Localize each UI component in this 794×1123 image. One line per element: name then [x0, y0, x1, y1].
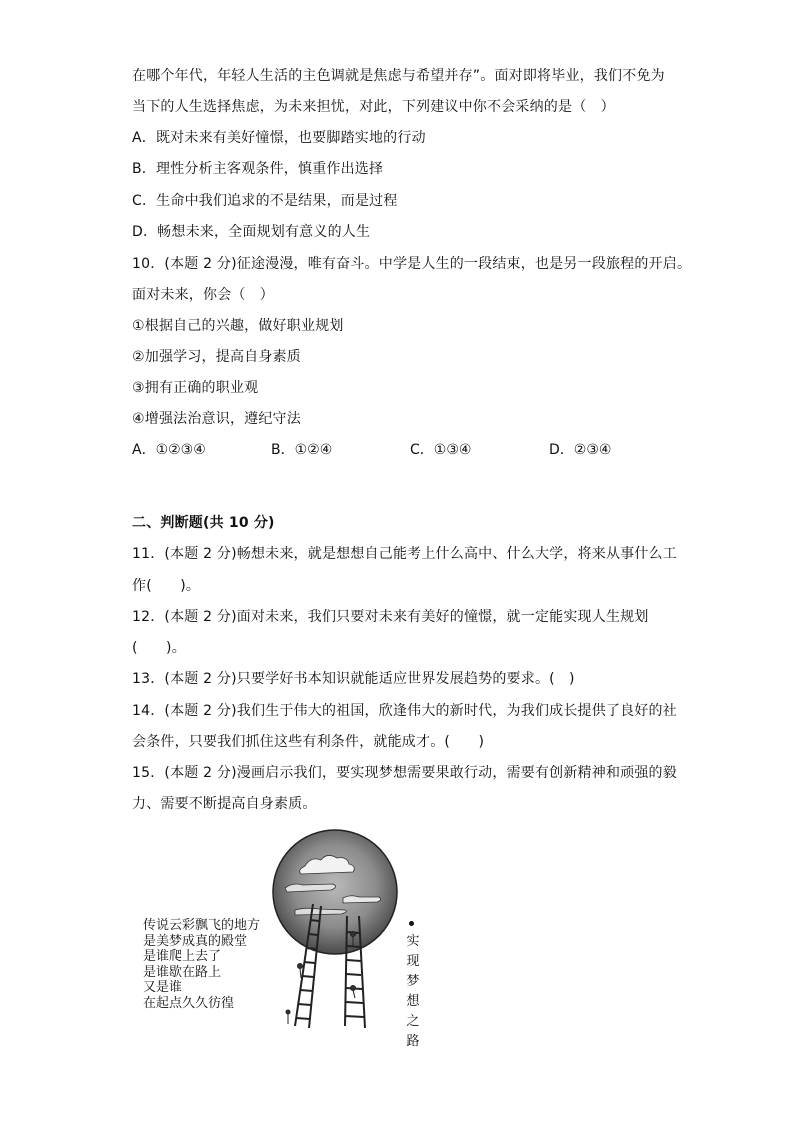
q9-stem-line-2: 当下的人生选择焦虑，为未来担忧，对此，下列建议中你不会采纳的是（ ） [132, 99, 615, 115]
title-char: 实 [406, 934, 420, 949]
q10-stem-line-2: 面对未来，你会（ ） [132, 287, 274, 303]
poem-line: 传说云彩飘飞的地方 [143, 918, 261, 933]
q9-option-b: B．理性分析主客观条件，慎重作出选择 [132, 161, 384, 177]
cartoon-illustration [265, 826, 405, 1032]
poem-line: 又是谁 [143, 980, 183, 995]
q13-line: 13．(本题 2 分)只要学好书本知识就能适应世界发展趋势的要求。( ) [132, 671, 575, 687]
q10-item-2: ②加强学习，提高自身素质 [132, 349, 301, 365]
q10-option-c: C．①③④ [410, 442, 472, 458]
cartoon-poem [143, 918, 260, 1011]
q11-line-1: 11．(本题 2 分)畅想未来，就是想想自己能考上什么高中、什么大学，将来从事什么工 [132, 546, 677, 562]
q10-item-3: ③拥有正确的职业观 [132, 380, 259, 396]
q9-option-c: C．生命中我们追求的不是结果，而是过程 [132, 193, 398, 209]
poem-line: 是谁歇在路上 [143, 964, 222, 980]
title-char: 梦 [406, 974, 420, 989]
poem-line: 是美梦成真的殿堂 [143, 933, 248, 949]
q11-line-2: 作( )。 [132, 578, 201, 594]
q12-line-2: ( )。 [132, 640, 186, 656]
q9-stem-line-1: 在哪个年代，年轻人生活的主色调就是焦虑与希望并存”。面对即将毕业，我们不免为 [132, 68, 665, 84]
poem-line: 是谁爬上去了 [143, 949, 222, 964]
cartoon-vertical-title [404, 932, 422, 1052]
title-bullet-icon [409, 921, 414, 926]
q10-option-a: A．①②③④ [132, 442, 206, 458]
q14-line-1: 14．(本题 2 分)我们生于伟大的祖国，欣逢伟大的新时代，为我们成长提供了良好的社 [132, 703, 677, 719]
q14-line-2: 会条件，只要我们抓住这些有利条件，就能成才。( ) [132, 734, 485, 750]
title-char: 之 [406, 1014, 420, 1029]
q12-line-1: 12．(本题 2 分)面对未来，我们只要对未来有美好的憧憬，就一定能实现人生规划 [132, 609, 649, 625]
q15-line-1: 15．(本题 2 分)漫画启示我们，要实现梦想需要果敢行动，需要有创新精神和顽强的毅 [132, 765, 677, 781]
poem-line: 在起点久久彷徨 [143, 995, 235, 1011]
q10-item-1: ①根据自己的兴趣，做好职业规划 [132, 318, 344, 334]
section-heading-judgement: 二、判断题(共 10 分) [132, 515, 275, 531]
q9-option-d: D．畅想未来，全面规划有意义的人生 [132, 224, 371, 240]
q15-line-2: 力、需要不断提高自身素质。 [132, 796, 317, 812]
q10-option-b: B．①②④ [271, 442, 333, 458]
q10-option-d: D．②③④ [549, 442, 612, 458]
q10-item-4: ④增强法治意识，遵纪守法 [132, 411, 301, 427]
title-char: 想 [406, 994, 420, 1009]
title-char: 现 [406, 954, 420, 969]
q9-option-a: A．既对未来有美好憧憬，也要脚踏实地的行动 [132, 130, 426, 146]
title-char: 路 [406, 1034, 420, 1049]
q10-stem-line-1: 10．(本题 2 分)征途漫漫，唯有奋斗。中学是人生的一段结束，也是另一段旅程的开启。 [132, 256, 692, 272]
